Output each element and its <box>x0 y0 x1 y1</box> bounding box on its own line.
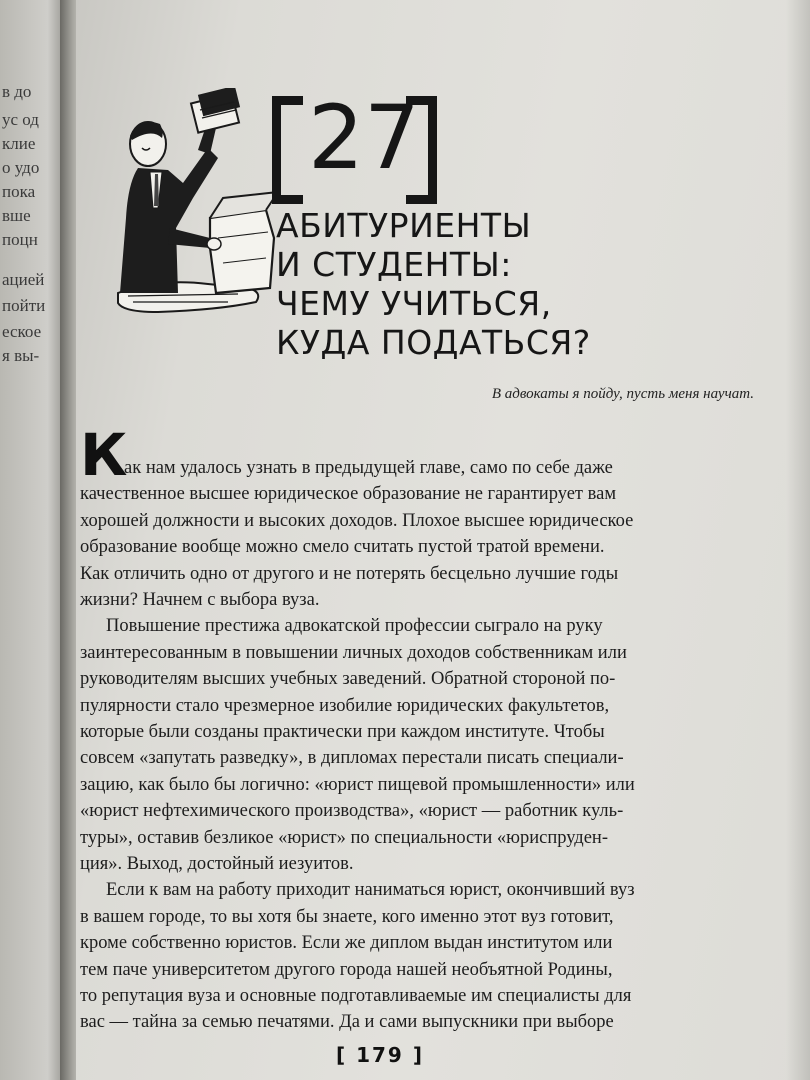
text-line: образование вообще можно смело считать пустой тратой времени. <box>80 537 605 558</box>
facing-text-fragment: пока <box>2 182 36 201</box>
facing-text-fragment: пойти <box>2 296 46 315</box>
text-line: то репутация вуза и основные подготавливаемые им специалисты для <box>80 986 632 1006</box>
facing-text-fragment: клие <box>2 134 36 153</box>
text-line: кроме собственно юристов. Если же диплом выдан институтом или <box>80 933 613 954</box>
chapter-title <box>276 206 636 362</box>
chapter-number-text: 27 <box>308 86 420 189</box>
facing-text-fragment: вше <box>2 206 31 225</box>
page-edge-shadow <box>786 0 810 1080</box>
text-line: заинтересованным в повышении личных доходов собственникам или <box>80 642 627 663</box>
facing-text-fragment: еское <box>2 322 42 341</box>
left-bracket <box>272 96 303 204</box>
man-with-books-illustration <box>98 88 288 328</box>
text-line: хорошей должности и высоких доходов. Плохое высшее юридическое <box>80 510 634 531</box>
text-line: Если к вам на работу приходит наниматься юрист, окончивший вуз <box>106 880 635 901</box>
text-line: Как отличить одно от другого и не потерять бесцельно лучшие годы <box>80 563 619 584</box>
text-line: тем паче университетом другого города нашей необъятной Родины, <box>80 959 613 980</box>
text-line: совсем «запутать разведку», в дипломах перестали писать специали- <box>80 748 624 769</box>
right-bracket <box>406 96 437 204</box>
text-line: «юрист нефтехимического производства», «юрист — работник куль- <box>80 801 624 822</box>
facing-text-fragment: в до <box>2 82 32 101</box>
text-line: ция». Выход, достойный иезуитов. <box>80 854 354 874</box>
text-line: руководителям высших учебных заведений. Обратной стороной по- <box>80 669 616 690</box>
facing-text-fragment: о удо <box>2 158 40 177</box>
text-line: которые были созданы практически при каждом институте. Чтобы <box>80 722 605 742</box>
text-line: пулярности стало чрезмерное изобилие юридических факультетов, <box>80 695 610 716</box>
book-page <box>76 0 810 1080</box>
facing-text-fragment: ацией <box>2 270 45 289</box>
page-number: [ 179 ] <box>336 1042 424 1067</box>
text-line: качественное высшее юридическое образование не гарантирует вам <box>80 484 617 505</box>
text-line: туры», оставив безликое «юрист» по специальности «юриспруден- <box>80 827 608 848</box>
chapter-title-line: И СТУДЕНТЫ: <box>276 245 512 284</box>
chapter-title-line: КУДА ПОДАТЬСЯ? <box>276 323 591 362</box>
facing-page-edge <box>0 0 68 1080</box>
drop-cap: К <box>80 421 128 489</box>
chapter-title-line: ЧЕМУ УЧИТЬСЯ, <box>276 284 552 323</box>
text-line: в вашем городе, то вы хотя бы знаете, кого именно этот вуз готовит, <box>80 906 614 927</box>
text-line: Повышение престижа адвокатской профессии сыграло на руку <box>106 616 603 637</box>
epigraph: В адвокаты я пойду, пусть меня научат. <box>491 386 754 402</box>
chapter-title-line: АБИТУРИЕНТЫ <box>276 206 532 245</box>
facing-text-fragment: поцн <box>2 230 38 249</box>
facing-text-fragment: я вы- <box>2 346 40 365</box>
text-line: зацию, как было бы логично: «юрист пищевой промышленности» или <box>80 774 635 795</box>
text-line: жизни? Начнем с выбора вуза. <box>80 590 320 610</box>
text-line: ак нам удалось узнать в предыдущей главе, само по себе даже <box>124 458 613 478</box>
text-line: вас — тайна за семью печатями. Да и сами выпускники при выборе <box>80 1012 614 1033</box>
facing-text-fragment: ус од <box>2 110 39 129</box>
